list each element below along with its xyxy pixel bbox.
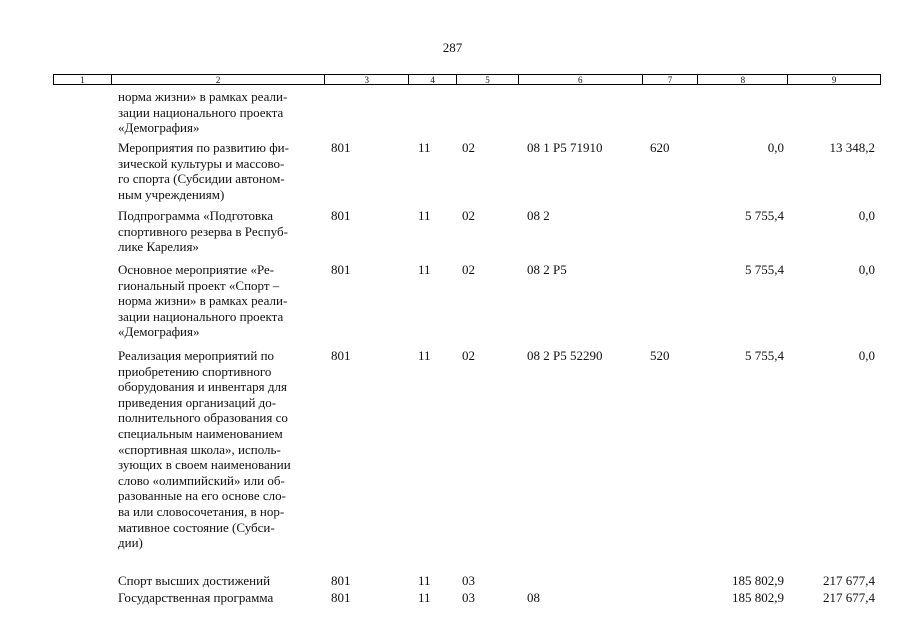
cell-col4: 11 [418,348,431,363]
col-header-6: 6 [519,75,643,84]
cell-col5: 02 [462,348,475,363]
col-header-2: 2 [112,75,325,84]
cell-col4: 11 [418,208,431,223]
cell-name: Мероприятия по развитию фи- зической культуры и массово- го спорта (Субсидии автоном- ным учреждениям) [118,140,289,202]
table-header [53,74,881,85]
cell-col6: 08 2 P5 52290 [527,348,603,363]
col-header-9: 9 [831,75,837,85]
cell-col5: 02 [462,262,475,277]
cell-col9: 13 348,2 [829,140,875,155]
col-header-3: 3 [325,75,409,84]
cell-col3: 801 [331,208,351,223]
cell-name: Основное мероприятие «Ре- гиональный проект «Спорт – норма жизни» в рамках реали- зации национального проекта «Демография» [118,262,288,340]
cell-col9: 0,0 [858,262,875,277]
cell-name: Подпрограмма «Подготовка спортивного резерва в Респуб- лике Карелия» [118,208,288,255]
cell-col6: 08 [527,590,540,605]
cell-col3: 801 [331,140,351,155]
cell-col4: 11 [418,590,431,605]
cell-col4: 11 [418,262,431,277]
col-header-4: 4 [409,75,457,84]
col-header-7: 7 [643,75,699,84]
cell-col6: 08 2 P5 [527,262,567,277]
cell-col8: 185 802,9 [732,573,784,588]
cell-col6: 08 2 [527,208,550,223]
cell-col3: 801 [331,262,351,277]
cell-name: Спорт высших достижений [118,573,271,588]
cell-col8: 5 755,4 [745,208,784,223]
cell-col5: 02 [462,208,475,223]
col-header-8: 8 [698,75,788,84]
cell-col4: 11 [418,140,431,155]
cell-col9: 0,0 [858,348,875,363]
cell-col7: 520 [650,348,670,363]
cell-col5: 03 [462,573,475,588]
cell-col8: 185 802,9 [732,590,784,605]
cell-col5: 02 [462,140,475,155]
cell-col3: 801 [331,573,351,588]
col-header-5: 5 [457,75,519,84]
cell-col6: 08 1 P5 71910 [527,140,603,155]
cell-col9: 217 677,4 [823,573,875,588]
cell-col3: 801 [331,590,351,605]
cell-col9: 217 677,4 [823,590,875,605]
cell-col7: 620 [650,140,670,155]
cell-name: норма жизни» в рамках реали- зации национального проекта «Демография» [118,89,288,136]
page-number: 287 [442,40,463,55]
cell-name: Реализация мероприятий по приобретению спортивного оборудования и инвентаря для приведения организаций до- полнительного образования со специальным наименованием «спортивная школа», исполь- зующих в своем наименовании слово «олимпийский» или об- разованные на его основе сло- ва или словосочетания, в нор- мативное состояние (Субси- дии) [118,348,291,551]
cell-name: Государственная программа [118,590,274,605]
cell-col8: 5 755,4 [745,262,784,277]
cell-col8: 0,0 [767,140,784,155]
cell-col3: 801 [331,348,351,363]
col-header-1: 1 [54,75,112,84]
cell-col9: 0,0 [858,208,875,223]
cell-col4: 11 [418,573,431,588]
cell-col5: 03 [462,590,475,605]
cell-col8: 5 755,4 [745,348,784,363]
